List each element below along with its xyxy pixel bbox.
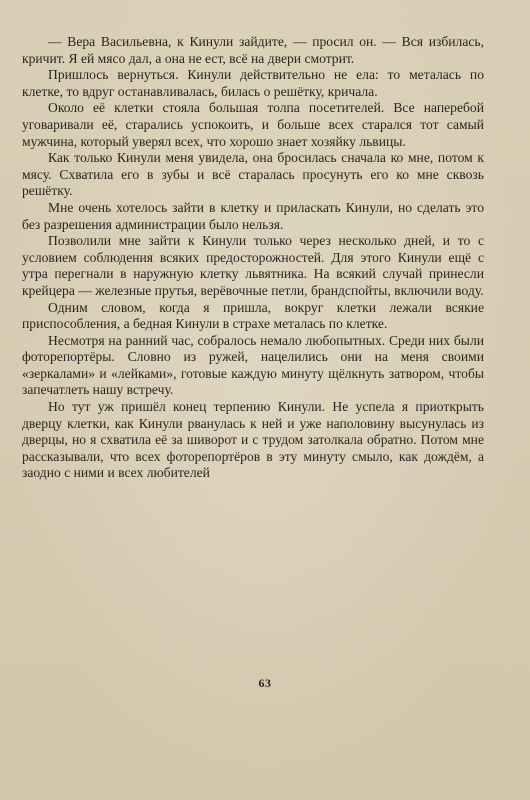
- paragraph-7: Одним словом, когда я пришла, вокруг клетки лежали всякие приспособления, а бедная Кинули в страхе металась по клетке.: [22, 299, 484, 332]
- page-number: 63: [258, 676, 272, 690]
- paragraph-4: Как только Кинули меня увидела, она бросилась сначала ко мне, потом к мясу. Схватила его в зубы и всё старалась просунуть его ко мне сквозь решётку.: [22, 150, 484, 199]
- paragraph-6: Позволили мне зайти к Кинули только через несколько дней, и то с условием соблюдения всяких предосторожностей. Для этого Кинули ещё с утра перегнали в наружную клетку львятника. На всякий случай принесли крейцера — железные прутья, верёвочные петли, брандспойты, включили воду.: [22, 233, 484, 298]
- paragraph-5: Мне очень хотелось зайти в клетку и приласкать Кинули, но сделать это без разрешения администрации было нельзя.: [22, 199, 484, 232]
- body-text: [22, 34, 484, 482]
- paragraph-1: — Вера Васильевна, к Кинули зайдите, — просил он. — Вся избилась, кричит. Я ей мясо дал, а она не ест, всё на двери смотрит.: [22, 34, 484, 66]
- paragraph-8: Несмотря на ранний час, собралось немало любопытных. Среди них были фоторепортёры. Словно из ружей, нацелились они на меня своими «зеркалами» и «лейками», готовые каждую минуту щёлкнуть затвором, чтобы запечатлеть нашу встречу.: [22, 332, 484, 398]
- paragraph-9: Но тут уж пришёл конец терпению Кинули. Не успела я приоткрыть дверцу клетки, как Кинули рванулась к ней и уже наполовину высунулась из дверцы, но я схватила её за шиворот и с трудом затолкала обратно. Потом мне рассказывали, что всех фоторепортёров в эту минуту смыло, как дождём, а заодно с ними и всех любителей: [22, 399, 484, 481]
- paragraph-2: Пришлось вернуться. Кинули действительно не ела: то металась по клетке, то вдруг останавливалась, билась о решётку, кричала.: [22, 67, 484, 99]
- paragraph-3: Около её клетки стояла большая толпа посетителей. Все наперебой уговаривали её, старались успокоить, и больше всех старался тот самый мужчина, который уверял всех, что хорошо знает хозяйку львицы.: [22, 100, 484, 149]
